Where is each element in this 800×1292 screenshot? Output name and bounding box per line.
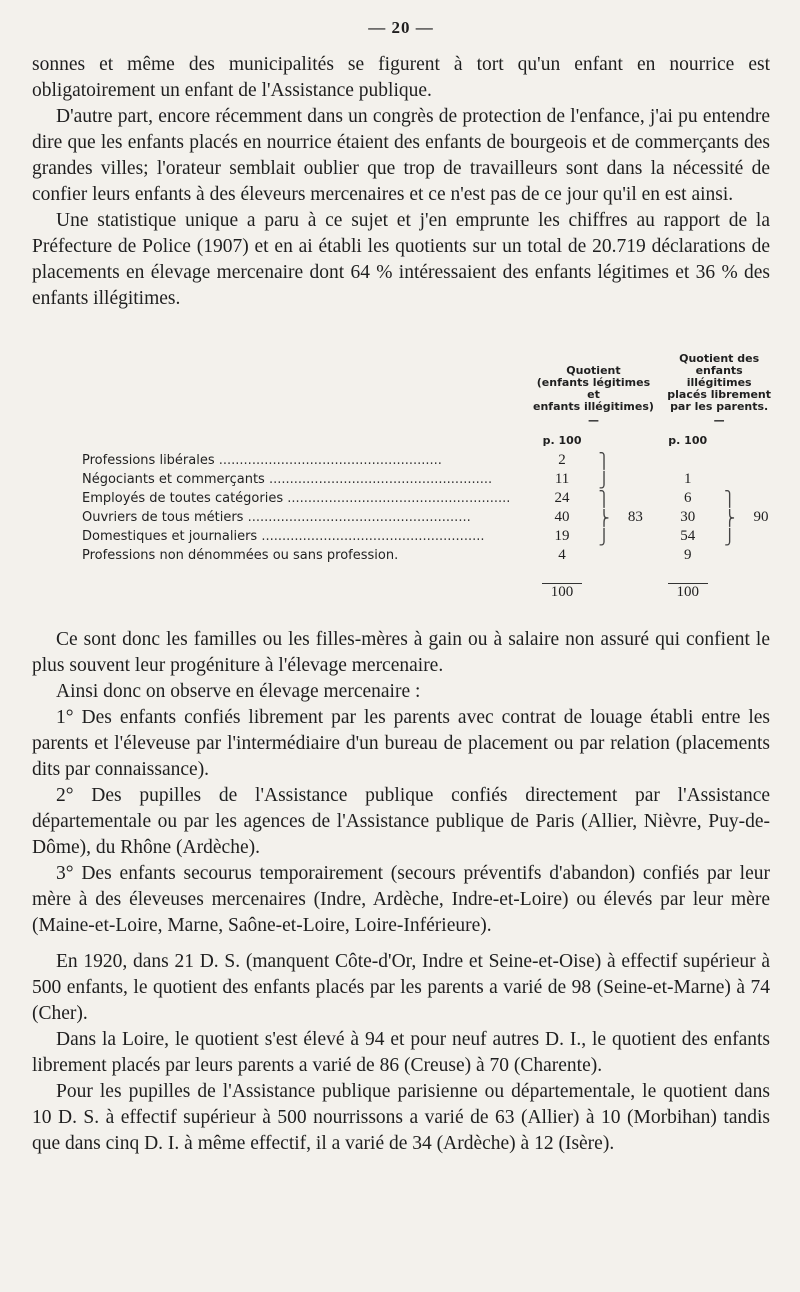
paragraph: D'autre part, encore récemment dans un congrès de protection de l'enfance, j'ai pu entendre dire que les enfants placés en nourrice étaient des enfants de bourgeois et de commerçants des grandes villes; l'orateur semblait oublier que trop de travailleurs sont dans la nécessité de confier leurs enfants à des éleveurs mercenaires et ce n'est pas de ce jour qu'il en est ainsi.: [32, 106, 770, 205]
cell-value: 1: [683, 471, 692, 487]
cell-value: 2: [558, 452, 566, 468]
cell-value: 24: [554, 490, 570, 506]
header-line: Quotient: [566, 364, 621, 377]
row-label: Ouvriers de tous métiers .....: [82, 508, 531, 527]
row-label: Domestiques et journaliers .....: [82, 527, 531, 546]
paragraph: En 1920, dans 21 D. S. (manquent Côte-d'Or, Indre et Seine-et-Oise) à effectif supérieur à 500 enfants, le quotient des enfants placés par les parents a varié de 98 (Seine-et-Marne) à 74 (Cher).: [32, 951, 770, 1024]
brace-mark: ⎭: [598, 527, 610, 546]
table-row: [82, 527, 782, 546]
list-item: 3° Des enfants secourus temporairement (secours préventifs d'abandon) confiés par leur mère à des éleveuses mercenaires (Indre, Ardèche, Indre-et-Loire) ou élevés par leur mère (Maine-et-Loire, Marne, Saône-et-Loire, Loire-Inférieure).: [32, 863, 770, 936]
total-cell: [656, 565, 719, 601]
paragraph: Dans la Loire, le quotient s'est élevé à 94 et pour neuf autres D. I., le quotient des enfants librement placés par leurs parents a varié de 86 (Creuse) à 70 (Charente).: [32, 1029, 770, 1076]
statistics-table: [82, 352, 782, 601]
cell-value: 6: [683, 490, 692, 506]
group-sum: 83: [627, 509, 643, 525]
paragraph: sonnes et même des municipalités se figurent à tort qu'un enfant en nourrice est obligatoirement un enfant de l'Assistance publique.: [32, 54, 770, 101]
cell-value: 54: [680, 528, 696, 544]
brace-mark: ⎬: [723, 508, 736, 527]
brace-mark: ⎬: [598, 508, 610, 527]
table-row: [82, 470, 782, 489]
header-dash: —: [587, 414, 599, 427]
cell-value: 9: [683, 547, 692, 563]
total-value: 100: [550, 584, 574, 600]
header-line: Quotient des enfants: [679, 352, 760, 377]
unit-label: p. 100: [542, 433, 582, 447]
cell-value: 19: [554, 528, 570, 544]
brace-mark: ⎫: [598, 489, 610, 508]
cell-value: 30: [680, 509, 696, 525]
cell-value: [656, 451, 719, 470]
brace-mark: ⎫: [723, 489, 736, 508]
header-line: par les parents.: [670, 400, 769, 413]
paragraph: Ainsi donc on observe en élevage mercenaire :: [56, 681, 421, 702]
table-row: [82, 489, 782, 508]
list-item: 1° Des enfants confiés librement par les parents avec contrat de louage établi entre les parents et l'éleveuse par l'intermédiaire d'un bureau de placement ou par relation (placements dits par connaissance).: [32, 707, 770, 780]
cell-value: 11: [554, 471, 570, 487]
header-line: (enfants légitimes: [536, 376, 651, 389]
row-label: Professions non dénommées ou sans profession.: [82, 548, 399, 563]
column-header-free-placement-quotient: [656, 352, 782, 429]
table-total-row: [82, 565, 782, 601]
paragraph: Pour les pupilles de l'Assistance publique parisienne ou départementale, le quotient dans 10 D. S. à effectif supérieur à 500 nourrissons a varié de 63 (Allier) à 10 (Morbihan) tandis que dans cinq D. I. à même effectif, il a varié de 34 (Ardèche) à 12 (Isère).: [32, 1081, 770, 1154]
header-dash: —: [713, 414, 725, 427]
table-row: [82, 508, 782, 527]
total-cell: [531, 565, 594, 601]
header-line: placés librement: [667, 388, 772, 401]
brace-mark: ⎭: [723, 527, 736, 546]
cell-value: 4: [558, 547, 566, 563]
header-line: et: [587, 388, 600, 401]
unit-label: p. 100: [668, 433, 708, 447]
page-number: — 20 —: [368, 18, 434, 37]
total-value: 100: [676, 584, 699, 600]
paragraph: Ce sont donc les familles ou les filles-mères à gain ou à salaire non assuré qui confient le plus souvent leur progéniture à l'élevage mercenaire.: [32, 629, 770, 676]
brace-mark: ⎫: [598, 451, 610, 470]
column-header-legitimate-quotient: [531, 352, 657, 429]
row-label: Professions libérales .....: [82, 451, 531, 470]
header-line: enfants illégitimes): [533, 400, 654, 413]
group-sum: 90: [753, 509, 769, 525]
row-label: Employés de toutes catégories .....: [82, 489, 531, 508]
paragraph: Une statistique unique a paru à ce sujet et j'en emprunte les chiffres au rapport de la Préfecture de Police (1907) et en ai établi les quotients sur un total de 20.719 déclarations de placements en élevage mercenaire dont 64 % intéressaient des enfants légitimes et 36 % des enfants illégitimes.: [32, 210, 770, 309]
brace-mark: ⎭: [598, 470, 610, 489]
header-line: illégitimes: [686, 376, 752, 389]
table-row: [82, 451, 782, 470]
table-row: [82, 546, 782, 565]
row-label: Négociants et commerçants .....: [82, 470, 531, 489]
cell-value: 40: [554, 509, 570, 525]
list-item: 2° Des pupilles de l'Assistance publique confiés directement par l'Assistance départementale ou par les agences de l'Assistance publique de Paris (Allier, Nièvre, Puy-de-Dôme), du Rhône (Ardèche).: [32, 785, 770, 858]
